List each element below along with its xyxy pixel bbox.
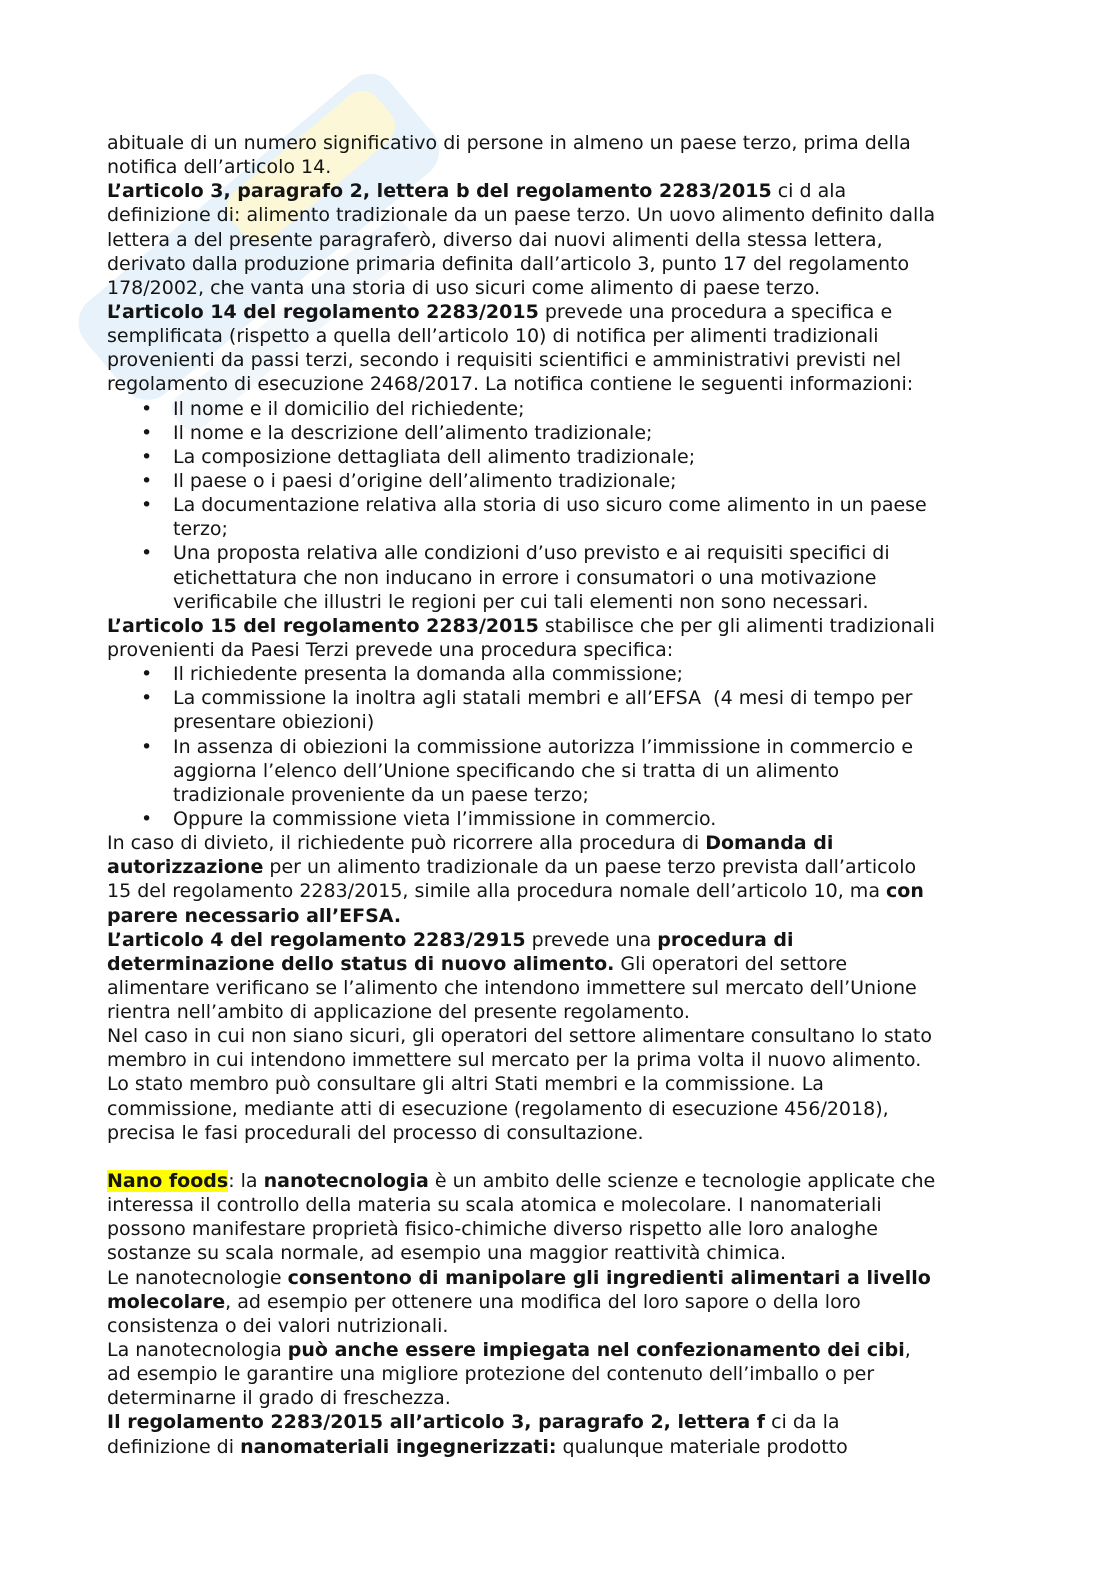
bold-text: L’articolo 4 del regolamento 2283/2915	[107, 928, 526, 951]
text-line	[107, 614, 1087, 638]
bullet-item-line	[107, 735, 1087, 759]
text-run: tradizionale proveniente da un paese terzo;	[173, 783, 589, 806]
text-line	[107, 904, 1087, 928]
bold-text: procedura di	[657, 928, 794, 951]
bullet-item-line	[107, 686, 1087, 710]
text-line	[107, 324, 1087, 348]
text-line	[107, 131, 1087, 155]
text-line	[107, 1193, 1087, 1217]
text-line	[107, 1097, 1087, 1121]
text-line	[107, 1000, 1087, 1024]
text-run: Una proposta relativa alle condizioni d’uso previsto e ai requisiti specifici di	[173, 542, 890, 565]
text-run: La nanotecnologia	[107, 1339, 288, 1362]
text-run: Oppure la commissione vieta l’immissione in commercio.	[173, 807, 717, 830]
text-line	[107, 1362, 1087, 1386]
text-run: aggiorna l’elenco dell’Unione specificando che si tratta di un alimento	[173, 759, 840, 782]
text-run: presentare obiezioni)	[173, 711, 375, 734]
text-run: notifica dell’articolo 14.	[107, 156, 332, 179]
text-line	[107, 638, 1087, 662]
text-run: Le nanotecnologie	[107, 1266, 288, 1289]
text-line	[107, 228, 1087, 252]
bold-text: parere necessario all’EFSA.	[107, 904, 402, 927]
text-line	[107, 1241, 1087, 1265]
text-run: lettera a del presente paragraferò, diverso dai nuovi alimenti della stessa lettera,	[107, 228, 883, 251]
text-line	[107, 155, 1087, 179]
text-run: Il nome e la descrizione dell’alimento tradizionale;	[173, 421, 653, 444]
text-run: In caso di divieto, il richiedente può ricorrere alla procedura di	[107, 832, 706, 855]
text-line	[107, 1048, 1087, 1072]
bullet-item-line	[107, 469, 1087, 493]
text-run: sostanze su scala normale, ad esempio una maggior reattività chimica.	[107, 1242, 787, 1265]
bullet-item-line	[107, 662, 1087, 686]
text-line	[107, 1314, 1087, 1338]
bullet-continuation-line	[107, 783, 1087, 807]
text-run: semplificata (rispetto a quella dell’articolo 10) di notifica per alimenti tradizionali	[107, 325, 879, 348]
bullet-continuation-line	[107, 566, 1087, 590]
bullet-item-line	[107, 493, 1087, 517]
text-line	[107, 348, 1087, 372]
highlighted-term: Nano foods	[107, 1170, 229, 1193]
text-line	[107, 1338, 1087, 1362]
text-run: , ad esempio per ottenere una modifica del loro sapore o della loro	[225, 1290, 861, 1313]
text-line	[107, 300, 1087, 324]
text-run: Lo stato membro può consultare gli altri Stati membri e la commissione. La	[107, 1073, 824, 1096]
text-run: stabilisce che per gli alimenti tradizionali	[538, 614, 935, 637]
text-line	[107, 372, 1087, 396]
document-text	[107, 131, 1087, 1459]
text-run: In assenza di obiezioni la commissione autorizza l’immissione in commercio e	[173, 735, 914, 758]
text-run: terzo;	[173, 518, 228, 541]
text-line	[107, 1121, 1087, 1145]
bullet-continuation-line	[107, 710, 1087, 734]
bold-text: può anche essere impiegata nel confezionamento dei cibi	[287, 1339, 905, 1362]
text-line	[107, 855, 1087, 879]
text-run: prevede una procedura a specifica e	[538, 300, 893, 323]
text-run: qualunque materiale prodotto	[556, 1435, 848, 1458]
bold-text: L’articolo 14 del regolamento 2283/2015	[107, 300, 539, 323]
bullet-item-line	[107, 445, 1087, 469]
blank-line	[107, 1145, 1087, 1169]
text-run: membro in cui intendono immettere sul mercato per la prima volta il nuovo alimento.	[107, 1049, 922, 1072]
text-run: consistenza o dei valori nutrizionali.	[107, 1314, 449, 1337]
bullet-item-line	[107, 807, 1087, 831]
bold-text: nanomateriali ingegnerizzati:	[240, 1435, 557, 1458]
text-line	[107, 252, 1087, 276]
text-run: è un ambito delle scienze e tecnologie applicate che	[428, 1170, 936, 1193]
bullet-item-line	[107, 397, 1087, 421]
text-run: rientra nell’ambito di applicazione del presente regolamento.	[107, 1001, 690, 1024]
text-run: Il nome e il domicilio del richiedente;	[173, 397, 525, 420]
text-run: abituale di un numero significativo di persone in almeno un paese terzo, prima della	[107, 132, 911, 154]
bold-text: nanotecnologia	[263, 1170, 429, 1193]
text-line	[107, 1072, 1087, 1096]
text-run: ad esempio le garantire una migliore protezione del contenuto dell’imballo o per	[107, 1363, 875, 1386]
text-line	[107, 1266, 1087, 1290]
text-line	[107, 879, 1087, 903]
text-line	[107, 1410, 1087, 1434]
text-line	[107, 1217, 1087, 1241]
text-run: possono manifestare proprietà fisico-chimiche diverso rispetto alle loro analoghe	[107, 1218, 878, 1241]
bullet-item-line	[107, 541, 1087, 565]
text-line	[107, 203, 1087, 227]
text-line	[107, 1386, 1087, 1410]
text-run: : la	[228, 1170, 264, 1193]
text-run: provenienti da passi terzi, secondo i requisiti scientifici e amministrativi previsti nel	[107, 349, 902, 372]
bold-text: molecolare	[107, 1290, 226, 1313]
text-run: Il paese o i paesi d’origine dell’alimento tradizionale;	[173, 469, 677, 492]
text-line	[107, 276, 1087, 300]
bold-text: L’articolo 3, paragrafo 2, lettera b del regolamento 2283/2015	[107, 180, 772, 203]
bold-text: consentono di manipolare gli ingredienti alimentari a livello	[287, 1266, 931, 1289]
bold-text: L’articolo 15 del regolamento 2283/2015	[107, 614, 539, 637]
text-run: La commissione la inoltra agli statali membri e all’EFSA (4 mesi di tempo per	[173, 687, 913, 710]
bold-text: con	[886, 880, 924, 903]
text-line	[107, 179, 1087, 203]
text-run: 178/2002, che vanta una storia di uso sicuri come alimento di paese terzo.	[107, 276, 821, 299]
text-run: commissione, mediante atti di esecuzione (regolamento di esecuzione 456/2018),	[107, 1097, 889, 1120]
text-line	[107, 928, 1087, 952]
text-run: derivato dalla produzione primaria definita dall’articolo 3, punto 17 del regolamento	[107, 252, 910, 275]
text-line	[107, 831, 1087, 855]
text-line	[107, 1435, 1087, 1459]
text-run: alimentare verificano se l’alimento che intendono immettere sul mercato dell’Unione	[107, 976, 917, 999]
text-run: determinarne il grado di freschezza.	[107, 1387, 451, 1410]
text-run: etichettatura che non inducano in errore i consumatori o una motivazione	[173, 566, 877, 589]
text-run: ci da la	[765, 1411, 840, 1434]
bullet-continuation-line	[107, 590, 1087, 614]
bold-text: autorizzazione	[107, 856, 264, 879]
text-run: Gli operatori del settore	[614, 952, 848, 975]
text-line	[107, 952, 1087, 976]
bold-text: determinazione dello status di nuovo alimento.	[107, 952, 615, 975]
bold-text: Domanda di	[705, 832, 834, 855]
text-run: prevede una	[525, 928, 658, 951]
text-run: interessa il controllo della materia su scala atomica e molecolare. I nanomateriali	[107, 1194, 882, 1217]
text-run: ci d ala	[771, 180, 847, 203]
bold-text: Il regolamento 2283/2015 all’articolo 3, paragrafo 2, lettera f	[107, 1411, 766, 1434]
text-line	[107, 976, 1087, 1000]
text-run: La composizione dettagliata dell alimento tradizionale;	[173, 445, 696, 468]
text-run: definizione di	[107, 1435, 241, 1458]
text-run: Nel caso in cui non siano sicuri, gli operatori del settore alimentare consultano lo stato	[107, 1025, 932, 1048]
text-run: precisa le fasi procedurali del processo di consultazione.	[107, 1121, 644, 1144]
bullet-item-line	[107, 421, 1087, 445]
text-run: ,	[904, 1339, 911, 1362]
text-run: provenienti da Paesi Terzi prevede una procedura specifica:	[107, 638, 674, 661]
text-line	[107, 1169, 1087, 1193]
text-run: 15 del regolamento 2283/2015, simile alla procedura nomale dell’articolo 10, ma	[107, 880, 886, 903]
bullet-continuation-line	[107, 759, 1087, 783]
text-run: Il richiedente presenta la domanda alla commissione;	[173, 663, 684, 686]
text-run: per un alimento tradizionale da un paese terzo prevista dall’articolo	[263, 856, 917, 879]
text-line	[107, 1290, 1087, 1314]
text-run: La documentazione relativa alla storia di uso sicuro come alimento in un paese	[173, 494, 927, 517]
text-run: regolamento di esecuzione 2468/2017. La notifica contiene le seguenti informazioni:	[107, 373, 914, 396]
text-run: definizione di: alimento tradizionale da un paese terzo. Un uovo alimento definito dalla	[107, 204, 936, 227]
bullet-continuation-line	[107, 517, 1087, 541]
text-line	[107, 1024, 1087, 1048]
text-run: verificabile che illustri le regioni per cui tali elementi non sono necessari.	[173, 590, 869, 613]
